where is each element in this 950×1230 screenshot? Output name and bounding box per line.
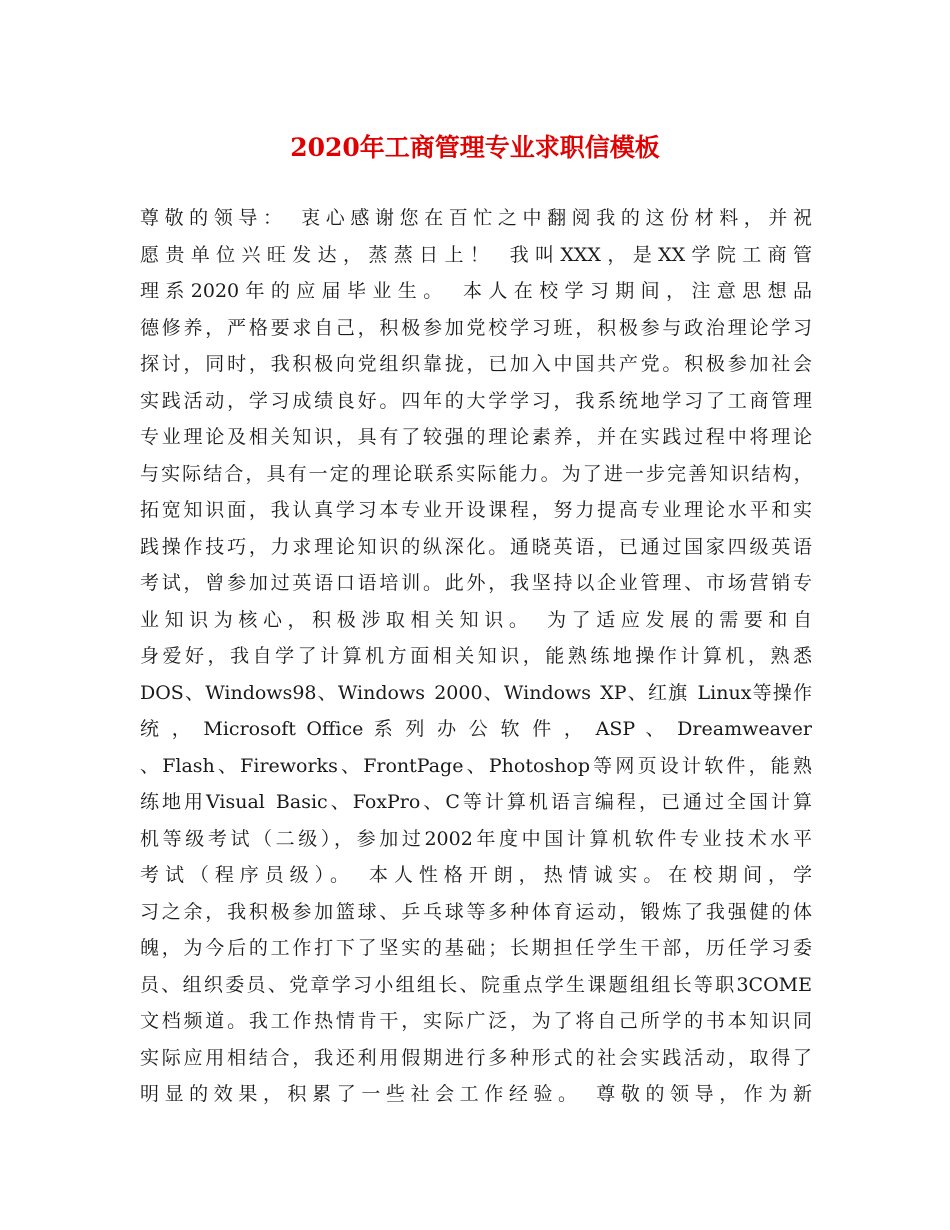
body-line: 考试（程序员级）。 本人性格开朗，热情诚实。在校期间，学: [140, 864, 812, 886]
body-line: 实践活动，学习成绩良好。四年的大学学习，我系统地学习了工商管理: [140, 389, 812, 412]
body-line: 业知识为核心，积极涉取相关知识。 为了适应发展的需要和自: [140, 608, 812, 631]
body-line: 统 ， Microsoft Office 系 列 办 公 软 件 ， ASP 、 Dreamweaver: [140, 718, 812, 740]
body-line: 德修养，严格要求自己，积极参加党校学习班，积极参与政治理论学习: [140, 316, 812, 339]
body-line: 文档频道。我工作热情肯干，实际广泛，为了将自己所学的书本知识同: [140, 1010, 812, 1032]
body-line: DOS、Windows98、Windows 2000、Windows XP、红旗 Linux等操作: [140, 681, 812, 704]
body-line: 习之余，我积极参加篮球、乒乓球等多种体育运动，锻炼了我强健的体: [140, 900, 812, 923]
body-line: 明显的效果，积累了一些社会工作经验。 尊敬的领导，作为新: [140, 1083, 812, 1105]
body-line: 考试，曾参加过英语口语培训。此外，我坚持以企业管理、市场营销专: [140, 572, 812, 594]
document-body: [140, 200, 812, 1113]
body-line: 尊敬的领导： 衷心感谢您在百忙之中翻阅我的这份材料，并祝: [140, 207, 812, 229]
body-line: 与实际结合，具有一定的理论联系实际能力。为了进一步完善知识结构，: [140, 462, 812, 485]
body-line: 理系2020年的应届毕业生。 本人在校学习期间，注意思想品: [140, 280, 812, 302]
body-line: 身爱好，我自学了计算机方面相关知识，能熟练地操作计算机，熟悉: [140, 645, 812, 667]
body-line: 实际应用相结合，我还利用假期进行多种形式的社会实践活动，取得了: [140, 1046, 812, 1069]
body-line: 魄，为今后的工作打下了坚实的基础；长期担任学生干部，历任学习委: [140, 937, 812, 959]
body-line: 探讨，同时，我积极向党组织靠拢，已加入中国共产党。积极参加社会: [140, 353, 812, 375]
body-line: 、Flash、Fireworks、FrontPage、Photoshop等网页设计软件，能熟: [140, 754, 812, 777]
body-line: 员、组织委员、党章学习小组组长、院重点学生课题组组长等职3COME: [140, 973, 812, 996]
body-line: 愿贵单位兴旺发达，蒸蒸日上！ 我叫XXX，是XX学院工商管: [140, 243, 812, 266]
document-title: 2020年工商管理专业求职信模板: [290, 133, 660, 162]
body-line: 机等级考试（二级），参加过2002年度中国计算机软件专业技术水平: [140, 827, 812, 850]
body-line: 拓宽知识面，我认真学习本专业开设课程，努力提高专业理论水平和实: [140, 499, 812, 521]
body-line: 专业理论及相关知识，具有了较强的理论素养，并在实践过程中将理论: [140, 426, 812, 448]
body-line: 践操作技巧，力求理论知识的纵深化。通晓英语，已通过国家四级英语: [140, 535, 812, 558]
body-line: 练地用Visual Basic、FoxPro、C等计算机语言编程，已通过全国计算: [140, 791, 812, 813]
